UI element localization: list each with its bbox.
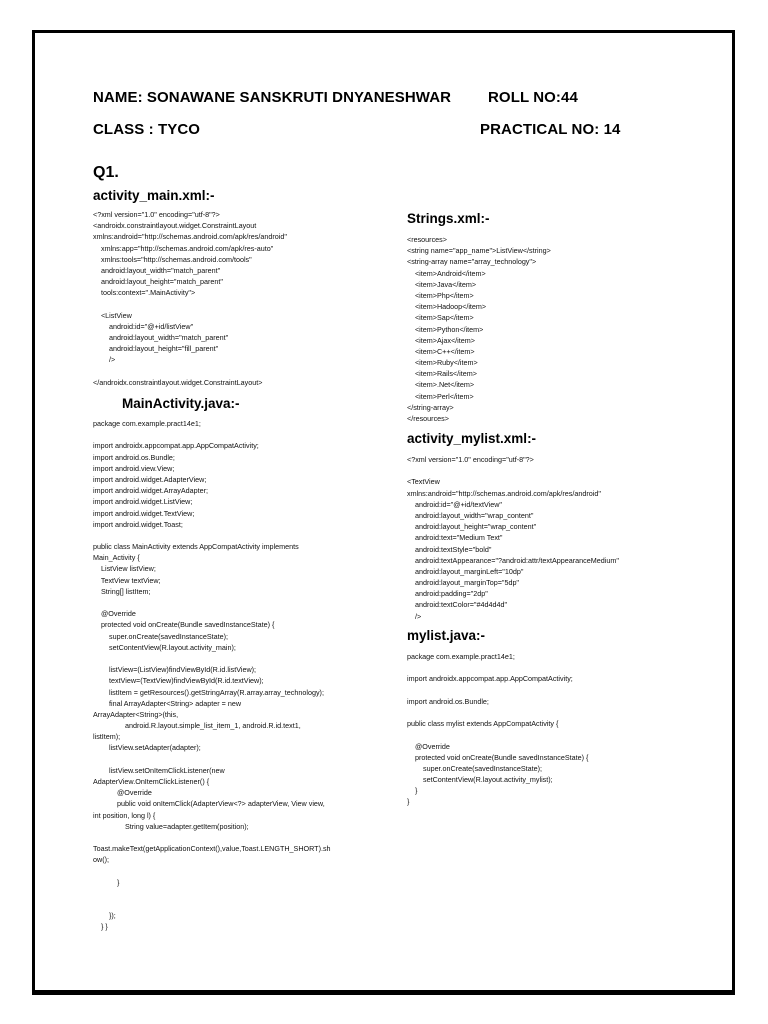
code-line: import androidx.appcompat.app.AppCompatActivity;	[93, 441, 259, 451]
code-line: android:textColor="#4d4d4d"	[407, 600, 508, 610]
code-line: String[] listItem;	[93, 586, 151, 596]
code-line: final ArrayAdapter<String> adapter = new	[93, 698, 242, 708]
page-border-bottom	[32, 993, 735, 995]
code-line: ArrayAdapter<String>(this,	[93, 709, 179, 719]
code-line: android:layout_height="fill_parent"	[93, 344, 219, 354]
code-line: protected void onCreate(Bundle savedInstanceState) {	[93, 620, 275, 630]
code-line: Toast.makeText(getApplicationContext(),value,Toast.LENGTH_SHORT).sh	[93, 844, 331, 854]
strings-title: Strings.xml:-	[407, 211, 490, 226]
code-line: android:layout_height="wrap_content"	[407, 522, 537, 532]
activity-mylist-code	[407, 454, 619, 622]
code-line: @Override	[93, 788, 152, 798]
code-line: }	[93, 877, 120, 887]
code-line: setContentView(R.layout.activity_mylist);	[407, 775, 553, 785]
activity-main-title: activity_main.xml:-	[93, 188, 215, 203]
code-line: tools:context=".MainActivity">	[93, 288, 196, 298]
code-line	[93, 429, 331, 440]
class-label: CLASS : TYCO	[93, 121, 201, 138]
code-line: android:layout_marginTop="5dp"	[407, 578, 519, 588]
code-line	[93, 866, 331, 877]
code-line: xmlns:tools="http://schemas.android.com/tools"	[93, 254, 252, 264]
code-line: <string-array name="array_technology">	[407, 257, 537, 267]
code-line: package com.example.pract14e1;	[93, 419, 201, 428]
code-line: public class MainActivity extends AppCompatActivity implements	[93, 542, 299, 552]
code-line	[93, 899, 331, 910]
student-name: NAME: SONAWANE SANSKRUTI DNYANESHWAR	[93, 89, 452, 106]
code-line: @Override	[93, 609, 136, 619]
code-line	[93, 530, 331, 541]
code-line: </string-array>	[407, 402, 454, 412]
activity-main-code	[93, 209, 287, 388]
code-line: import android.os.Bundle;	[407, 696, 489, 706]
code-line: TextView textView;	[93, 575, 161, 585]
code-line: protected void onCreate(Bundle savedInstanceState) {	[407, 752, 589, 762]
code-line: />	[93, 355, 116, 365]
main-activity-title: MainActivity.java:-	[122, 396, 240, 411]
code-line: <item>Perl</item>	[407, 391, 474, 401]
code-line: super.onCreate(savedInstanceState);	[93, 631, 229, 641]
code-line: xmlns:app="http://schemas.android.com/apk/res-auto"	[93, 243, 274, 253]
code-line	[93, 597, 331, 608]
code-line: listView=(ListView)findViewById(R.id.listView);	[93, 665, 257, 675]
code-line: <item>Hadoop</item>	[407, 302, 487, 312]
code-line	[93, 754, 331, 765]
code-line: textView=(TextView)findViewById(R.id.textView);	[93, 676, 264, 686]
code-line: }	[407, 786, 418, 796]
code-line: <item>Rails</item>	[407, 369, 477, 379]
roll-number: ROLL NO:44	[488, 89, 578, 106]
code-line: import android.os.Bundle;	[93, 452, 175, 462]
code-line: android.R.layout.simple_list_item_1, android.R.id.text1,	[93, 721, 301, 731]
code-line: android:textAppearance="?android:attr/textAppearanceMedium"	[407, 555, 619, 565]
code-line: Main_Activity {	[93, 553, 140, 563]
code-line: package com.example.pract14e1;	[407, 652, 515, 661]
code-line: <item>Python</item>	[407, 324, 484, 334]
code-line: <item>C++</item>	[407, 346, 475, 356]
code-line: import androidx.appcompat.app.AppCompatActivity;	[407, 674, 573, 684]
code-line: public class mylist extends AppCompatActivity {	[407, 719, 559, 729]
code-line	[407, 729, 588, 740]
code-line: <string name="app_name">ListView</string>	[407, 246, 551, 256]
code-line: android:id="@+id/listView"	[93, 321, 194, 331]
code-line: import android.widget.TextView;	[93, 508, 195, 518]
code-line: <ListView	[93, 310, 132, 320]
code-line: android:text="Medium Text"	[407, 533, 503, 543]
code-line: <item>Ajax</item>	[407, 335, 475, 345]
code-line: xmlns:android="http://schemas.android.com/apk/res/android"	[407, 488, 601, 498]
code-line: String value=adapter.getItem(position);	[93, 821, 249, 831]
code-line: import android.widget.Toast;	[93, 519, 183, 529]
mylist-code	[407, 651, 588, 808]
code-line: <androidx.constraintlayout.widget.ConstraintLayout	[93, 221, 257, 231]
code-line: listItem);	[93, 732, 121, 742]
strings-code	[407, 234, 551, 424]
code-line	[93, 299, 287, 310]
code-line: <TextView	[407, 477, 440, 487]
code-line: int position, long l) {	[93, 810, 156, 820]
code-line: <?xml version="1.0" encoding="utf-8"?>	[407, 455, 534, 464]
code-line: } }	[93, 922, 108, 932]
code-line: import android.widget.ArrayAdapter;	[93, 486, 209, 496]
code-line: @Override	[407, 741, 450, 751]
code-line: <item>Ruby</item>	[407, 358, 478, 368]
code-line: </resources>	[407, 414, 449, 423]
code-line: import android.view.View;	[93, 463, 175, 473]
code-line	[407, 707, 588, 718]
practical-number: PRACTICAL NO: 14	[480, 121, 621, 138]
code-line: />	[407, 611, 422, 621]
activity-mylist-title: activity_mylist.xml:-	[407, 431, 537, 446]
code-line	[407, 465, 619, 476]
code-line	[93, 888, 331, 899]
code-line	[93, 832, 331, 843]
code-line: setContentView(R.layout.activity_main);	[93, 642, 236, 652]
code-line: listItem = getResources().getStringArray(R.array.array_technology);	[93, 687, 324, 697]
code-line: <resources>	[407, 235, 447, 244]
code-line	[93, 653, 331, 664]
code-line: AdapterView.OnItemClickListener() {	[93, 777, 210, 786]
code-line: </androidx.constraintlayout.widget.ConstraintLayout>	[93, 377, 263, 387]
code-line: android:layout_width="wrap_content"	[407, 510, 534, 520]
code-line: android:textStyle="bold"	[407, 544, 492, 554]
code-line: });	[93, 911, 116, 921]
code-line: ListView listView;	[93, 564, 156, 574]
code-line: ow();	[93, 855, 109, 865]
mylist-title: mylist.java:-	[407, 628, 486, 643]
code-line: android:id="@+id/textView"	[407, 499, 502, 509]
question-number: Q1.	[93, 164, 119, 181]
code-line: import android.widget.AdapterView;	[93, 474, 207, 484]
code-line: android:layout_height="match_parent"	[93, 277, 223, 287]
code-line: android:layout_width="match_parent"	[93, 265, 221, 275]
code-line: listView.setOnItemClickListener(new	[93, 765, 225, 775]
code-line: android:layout_marginLeft="10dp"	[407, 566, 524, 576]
code-line: }	[407, 797, 410, 807]
code-line: <?xml version="1.0" encoding="utf-8"?>	[93, 210, 220, 219]
code-line: super.onCreate(savedInstanceState);	[407, 763, 543, 773]
code-line: <item>Sap</item>	[407, 313, 474, 323]
code-line: android:padding="2dp"	[407, 589, 488, 599]
code-line: listView.setAdapter(adapter);	[93, 743, 201, 753]
main-activity-code	[93, 418, 331, 933]
code-line: <item>Android</item>	[407, 268, 486, 278]
code-line: public void onItemClick(AdapterView<?> adapterView, View view,	[93, 799, 325, 809]
code-line	[407, 662, 588, 673]
code-line	[93, 366, 287, 377]
code-line: <item>Java</item>	[407, 279, 477, 289]
code-line: <item>Php</item>	[407, 290, 474, 300]
code-line: android:layout_width="match_parent"	[93, 333, 229, 343]
code-line: <item>.Net</item>	[407, 380, 475, 390]
code-line	[407, 685, 588, 696]
code-line: xmlns:android="http://schemas.android.com/apk/res/android"	[93, 232, 287, 242]
code-line: import android.widget.ListView;	[93, 497, 193, 507]
